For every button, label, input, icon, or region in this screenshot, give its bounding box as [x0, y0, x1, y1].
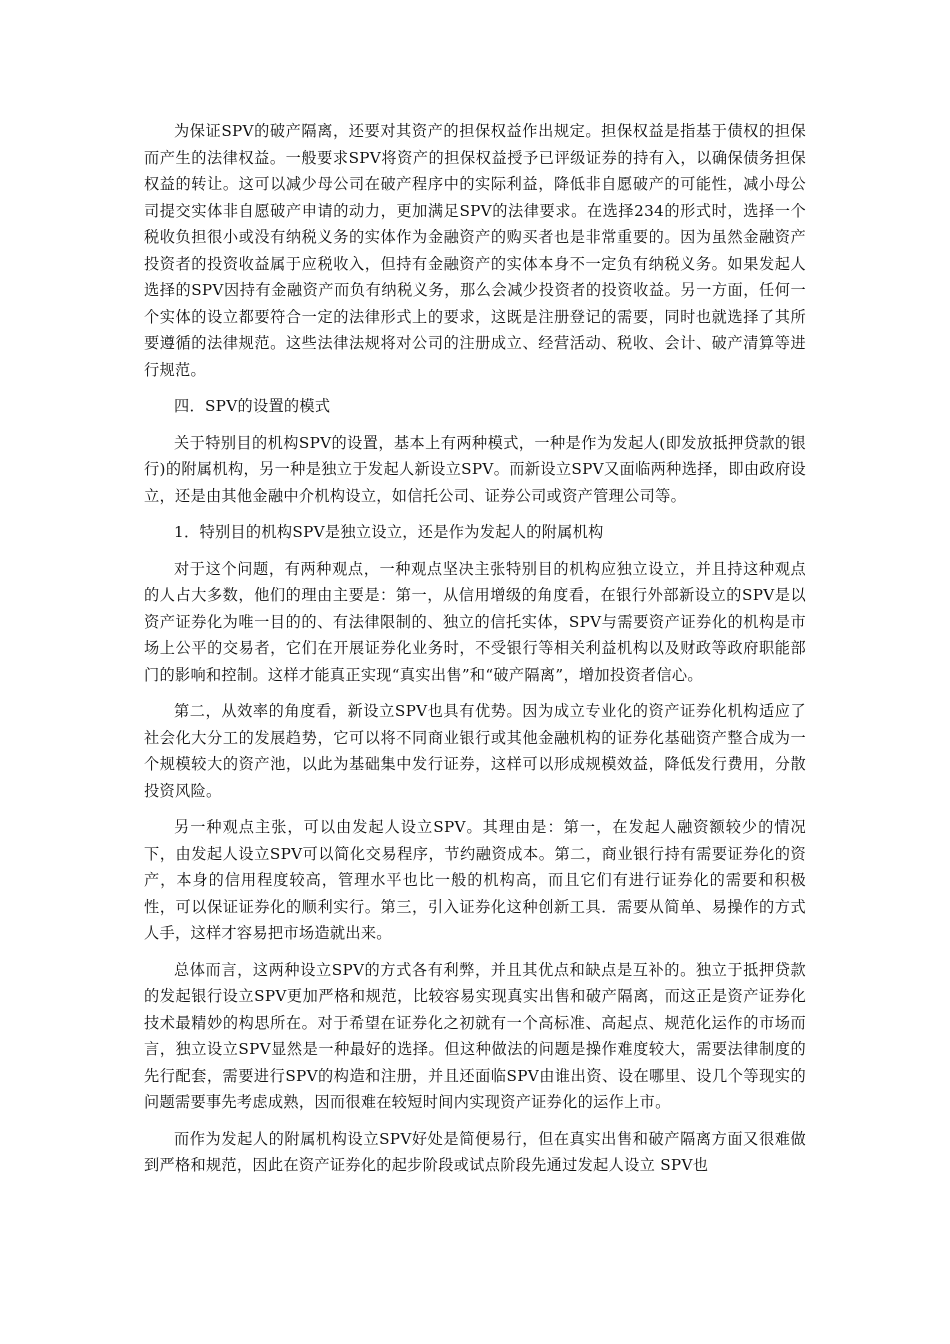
paragraph-two-modes: 关于特别目的机构SPV的设置，基本上有两种模式，一种是作为发起人(即发放抵押贷款的银行)的附属机构，另一种是独立于发起人新设立SPV。而新设立SPV又面临两种选择，即由政府设立，还是由其他金融中介机构设立，如信托公司、证券公司或资产管理公司等。 — [144, 433, 806, 505]
section-heading-spv-modes: 四．SPV的设置的模式 — [174, 397, 331, 415]
subsection-heading-independent-or-affiliate: 1．特别目的机构SPV是独立设立，还是作为发起人的附属机构 — [174, 523, 604, 541]
paragraph-bankruptcy-isolation: 为保证SPV的破产隔离，还要对其资产的担保权益作出规定。担保权益是指基于债权的担保而产生的法律权益。一般要求SPV将资产的担保权益授予已评级证券的持有入，以确保债务担保权益的转让。这可以减少母公司在破产程序中的实际利益，降低非自愿破产的可能性，减小母公司提交实体非自愿破产申请的动力，更加满足SPV的法律要求。在选择234的形式时，选择一个税收负担很小或没有纳税义务的实体作为金融资产的购买者也是非常重要的。因为虽然金融资产投资者的投资收益属于应税收入，但持有金融资产的实体本身不一定负有纳税义务。如果发起人选择的SPV因持有金融资产而负有纳税义务，那么会减少投资者的投资收益。另一方面，任何一个实体的设立都要符合一定的法律形式上的要求，这既是注册登记的需要，同时也就选择了其所要遵循的法律规范。这些法律法规将对公司的注册成立、经营活动、税收、会计、破产清算等进行规范。 — [144, 122, 806, 379]
document-body — [144, 118, 806, 1189]
paragraph-independent-view: 对于这个问题，有两种观点，一种观点坚决主张特别目的机构应独立设立，并且持这种观点的人占大多数，他们的理由主要是：第一，从信用增级的角度看，在银行外部新设立的SPV是以资产证券化为唯一目的的、有法律限制的、独立的信托实体，SPV与需要资产证券化的机构是市场上公平的交易者，它们在开展证券化业务时，不受银行等相关利益机构以及财政等政府职能部门的影响和控制。这样才能真正实现“真实出售”和“破产隔离”，增加投资者信心。 — [144, 559, 806, 684]
paragraph-efficiency: 第二，从效率的角度看，新设立SPV也具有优势。因为成立专业化的资产证券化机构适应了社会化大分工的发展趋势，它可以将不同商业银行或其他金融机构的证券化基础资产整合成为一个规模较大的资产池，以此为基础集中发行证券，这样可以形成规模效益，降低发行费用，分散投资风险。 — [144, 702, 806, 800]
paragraph-sponsor-view: 另一种观点主张，可以由发起人设立SPV。其理由是：第一，在发起人融资额较少的情况下，由发起人设立SPV可以简化交易程序，节约融资成本。第二，商业银行持有需要证券化的资产，本身的信用程度较高，管理水平也比一般的机构高，而且它们有进行证券化的需要和积极性，可以保证证券化的顺利实行。第三，引入证券化这种创新工具．需要从简单、易操作的方式人手，这样才容易把市场造就出来。 — [144, 818, 806, 942]
paragraph-overall-comparison: 总体而言，这两种设立SPV的方式各有利弊，并且其优点和缺点是互补的。独立于抵押贷款的发起银行设立SPV更加严格和规范，比较容易实现真实出售和破产隔离，而这正是资产证券化技术最精妙的构思所在。对于希望在证券化之初就有一个高标准、高起点、规范化运作的市场而言，独立设立SPV显然是一种最好的选择。但这种做法的问题是操作难度较大，需要法律制度的先行配套，需要进行SPV的构造和注册，并且还面临SPV由谁出资、设在哪里、设几个等现实的问题需要事先考虑成熟，因而很难在较短时间内实现资产证券化的运作上市。 — [144, 960, 806, 1111]
paragraph-affiliate-approach: 而作为发起人的附属机构设立SPV好处是简便易行，但在真实出售和破产隔离方面又很难做到严格和规范，因此在资产证券化的起步阶段或试点阶段先通过发起人设立 SPV也 — [144, 1129, 806, 1174]
